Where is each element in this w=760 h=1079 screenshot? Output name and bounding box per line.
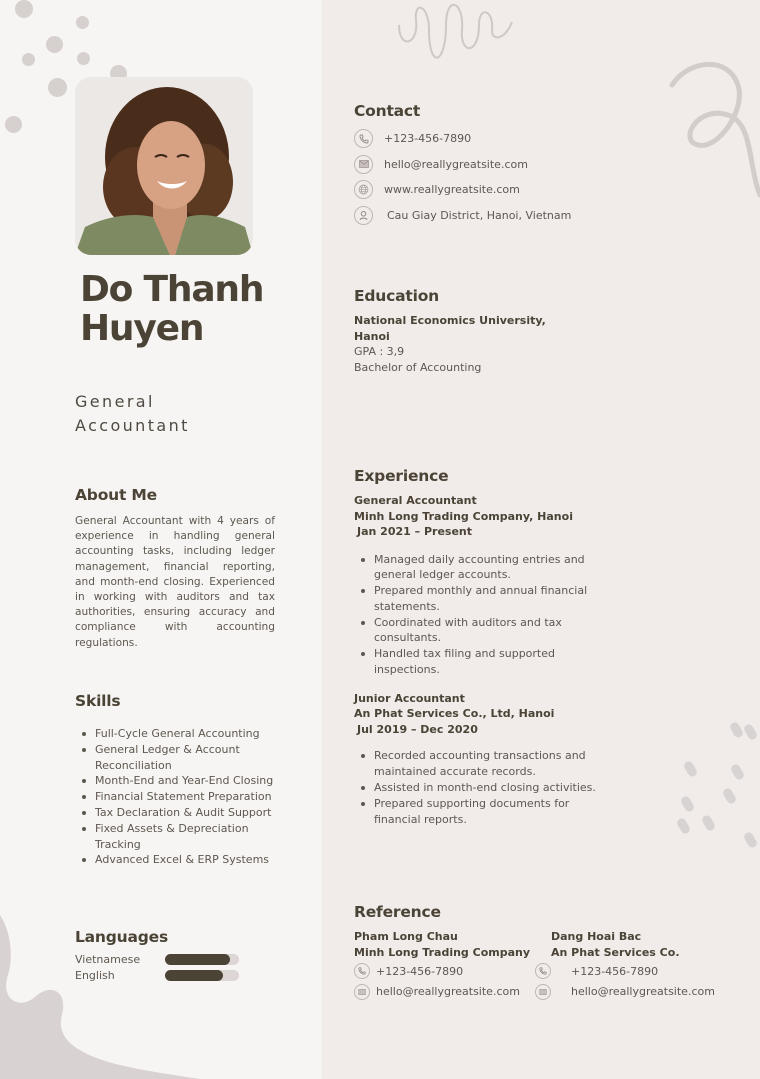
phone-icon <box>535 963 551 979</box>
left-column <box>0 0 322 1079</box>
education-heading: Education <box>354 287 439 305</box>
contact-email-text[interactable]: hello@reallygreatsite.com <box>384 157 528 171</box>
reference-email[interactable]: hello@reallygreatsite.com <box>571 985 715 999</box>
reference-heading: Reference <box>354 903 441 921</box>
job-entry <box>354 691 614 827</box>
degree: Bachelor of Accounting <box>354 360 482 374</box>
decor-dash <box>743 831 759 849</box>
right-column <box>322 0 760 1079</box>
skills-list <box>75 726 285 868</box>
phone-icon <box>354 129 373 148</box>
education-section <box>354 287 546 375</box>
skill-item: General Ledger & Account Reconciliation <box>75 742 285 774</box>
languages-section <box>75 928 239 983</box>
skill-item: Month-End and Year-End Closing <box>75 773 285 789</box>
decor-dash <box>683 760 699 778</box>
decor-dash <box>730 763 746 781</box>
job-entry <box>354 493 614 678</box>
decor-dash <box>701 814 717 832</box>
school-name: National Economics University, <box>354 314 546 327</box>
name-line-1: Do Thanh <box>80 269 264 310</box>
job-duties <box>354 748 604 827</box>
contact-website <box>354 177 571 203</box>
job-title-line-1: General <box>75 392 155 411</box>
language-row <box>75 952 239 968</box>
contact-address <box>354 203 571 229</box>
decor-dash <box>743 723 759 741</box>
duty-item: Handled tax filing and supported inspections. <box>354 646 604 678</box>
job-duties <box>354 552 604 678</box>
about-heading: About Me <box>75 486 157 504</box>
skills-heading: Skills <box>75 692 121 710</box>
decor-dot <box>46 36 63 53</box>
decor-dot <box>77 52 90 65</box>
decor-dot <box>15 0 33 18</box>
contact-address-text: Cau Giay District, Hanoi, Vietnam <box>387 208 572 222</box>
language-label: English <box>75 968 115 982</box>
experience-section <box>354 467 614 827</box>
name-line-2: Huyen <box>80 308 204 349</box>
duty-item: Coordinated with auditors and tax consultants. <box>354 615 604 647</box>
mail-icon <box>354 984 370 1000</box>
reference-company: Minh Long Trading Company <box>354 945 531 959</box>
skill-item: Full-Cycle General Accounting <box>75 726 285 742</box>
duty-item: Recorded accounting transactions and maintained accurate records. <box>354 748 604 780</box>
skill-item: Advanced Excel & ERP Systems <box>75 852 285 868</box>
reference-section <box>354 903 754 1002</box>
location-icon <box>354 206 373 225</box>
contact-phone <box>354 126 571 152</box>
decor-squiggle <box>668 55 760 205</box>
mail-icon <box>354 155 373 174</box>
job-company: An Phat Services Co., Ltd, Hanoi <box>354 707 555 721</box>
skill-item: Tax Declaration & Audit Support <box>75 805 285 821</box>
duty-item: Prepared supporting documents for financial reports. <box>354 796 604 828</box>
experience-heading: Experience <box>354 467 449 485</box>
contact-website-text[interactable]: www.reallygreatsite.com <box>384 183 520 197</box>
contact-phone-text[interactable]: +123-456-7890 <box>384 132 472 146</box>
language-row <box>75 968 239 984</box>
portrait-illustration <box>75 77 253 255</box>
phone-icon <box>354 963 370 979</box>
reference-card <box>354 929 551 1002</box>
decor-squiggle <box>394 0 524 70</box>
skill-item: Fixed Assets & Depreciation Tracking <box>75 821 285 853</box>
reference-phone[interactable]: +123-456-7890 <box>376 964 464 978</box>
decor-dot <box>48 78 67 97</box>
job-position: General Accountant <box>354 494 477 507</box>
mail-icon <box>535 984 551 1000</box>
reference-card <box>551 929 741 1002</box>
skill-item: Financial Statement Preparation <box>75 789 285 805</box>
job-position: Junior Accountant <box>354 691 465 705</box>
language-level-fill <box>165 970 223 981</box>
decor-dash <box>680 795 696 813</box>
language-level-bar <box>165 954 239 965</box>
about-section <box>75 486 275 651</box>
decor-dash <box>676 817 692 835</box>
decor-dash <box>729 721 745 739</box>
job-title-line-2: Accountant <box>75 416 190 435</box>
job-dates: Jul 2019 – Dec 2020 <box>357 722 478 736</box>
duty-item: Assisted in month-end closing activities. <box>354 780 604 796</box>
full-name <box>80 270 320 348</box>
gpa: GPA : 3,9 <box>354 345 405 358</box>
about-text: General Accountant with 4 years of experience in handling general accounting tasks, including ledger management, financial reporting, and month-end closing. Experienced in working with auditors and tax authorities, ensuring accuracy and compliance with accounting regulations. <box>75 515 275 649</box>
decor-dash <box>722 787 738 805</box>
decor-dot <box>76 16 89 29</box>
skills-section <box>75 692 305 868</box>
duty-item: Prepared monthly and annual financial statements. <box>354 583 604 615</box>
languages-heading: Languages <box>75 928 168 946</box>
decor-dot <box>22 53 35 66</box>
reference-email[interactable]: hello@reallygreatsite.com <box>376 985 520 999</box>
contact-email <box>354 152 571 178</box>
duty-item: Managed daily accounting entries and general ledger accounts. <box>354 552 604 584</box>
language-level-fill <box>165 954 230 965</box>
contact-section <box>354 102 571 228</box>
reference-company: An Phat Services Co. <box>551 945 680 959</box>
job-dates: Jan 2021 – Present <box>357 525 472 538</box>
profile-photo <box>75 77 253 255</box>
globe-icon <box>354 180 373 199</box>
job-title <box>75 390 315 438</box>
reference-phone[interactable]: +123-456-7890 <box>571 964 659 978</box>
reference-name: Dang Hoai Bac <box>551 930 642 943</box>
language-label: Vietnamese <box>75 953 141 967</box>
school-city: Hanoi <box>354 329 390 343</box>
language-level-bar <box>165 970 239 981</box>
contact-heading: Contact <box>354 102 421 120</box>
reference-name: Pham Long Chau <box>354 930 458 943</box>
job-company: Minh Long Trading Company, Hanoi <box>354 509 573 523</box>
decor-dot <box>5 116 22 133</box>
